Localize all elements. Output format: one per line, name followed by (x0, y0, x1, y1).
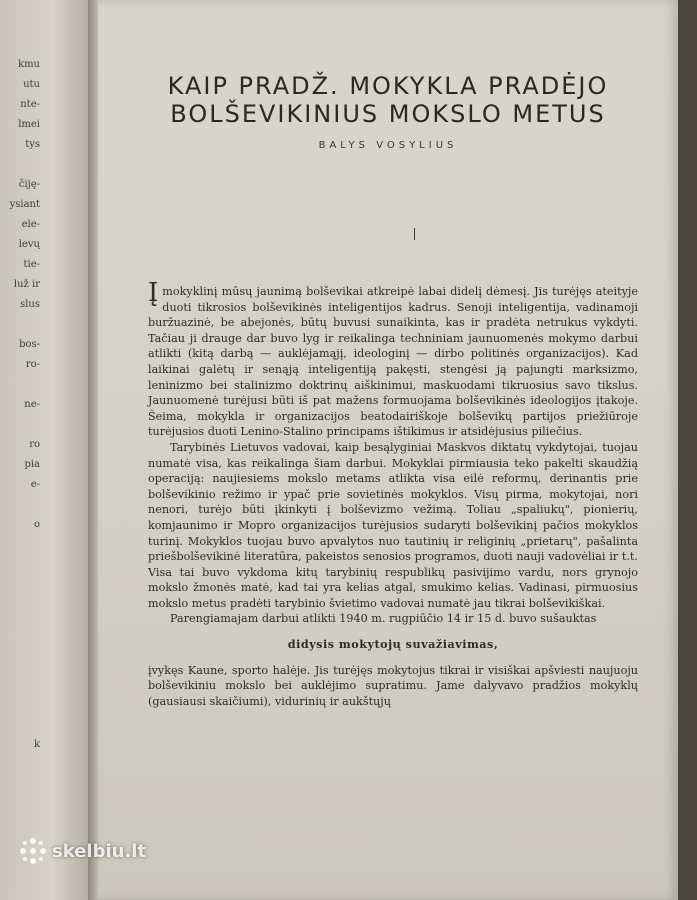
paragraph-3: Parengiamajam darbui atlikti 1940 m. rugpiūčio 14 ir 15 d. buvo sušauktas (170, 612, 597, 626)
left-margin-fragment (0, 595, 40, 615)
left-margin-fragment: o (33, 519, 40, 530)
left-margin-fragment: bos- (19, 339, 40, 350)
paragraph-1 (148, 278, 638, 440)
title-line-1: KAIP PRADŽ. MOKYKLA PRADĖJO (167, 72, 609, 100)
left-margin-fragment (0, 495, 40, 515)
left-margin-fragment (0, 755, 40, 775)
left-margin-fragment: utu (23, 79, 40, 90)
right-page (98, 0, 678, 900)
paragraph-1-text: mokyklinį mūsų jaunimą bolševikai atkreipė labai didelį dėmesį. Jis turėjęs ateityje duoti tikrosios bolševikinės inteligentijos kadrus. Senoji inteligentija, vadinamoji buržuazinė, be abejonės, būtų buvusi sunaikinta, kas ir pradėta netrukus vykdyti. Tačiau ji drauge dar buvo lyg ir reikalinga techniniam jaunuomenės mokymo darbui atlikti (kitą darbą — auklėjamąjį, ideologinį — dirbo politinės organizacijos). Kad laikinai galėtų ir senąją inteligentiją pakęsti, stengėsi ją pajungti marksizmo, leninizmo bei stalinizmo doktrinų aiškinimui, maskuodami tikruosius savo tikslus. Jaunuomenė turėjusi būti iš pat mažens formuojama bolševikinės ideologijos įtakoje. Šeima, mokykla ir organizacijos beatodairiškoje bolševikų partijos priežiūroje turėjusios duoti Lenino-Stalino principams ištikimus ir atsidėjusius piliečius. (148, 285, 638, 439)
left-margin-fragment: k (33, 739, 40, 750)
left-margin-fragment: tys (25, 139, 40, 150)
paragraph-4: įvykęs Kaune, sporto halėje. Jis turėjęs mokytojus tikrai ir visiškai apšviesti naujuoju bolševikiniu mokslo bei auklėjimo supratimu. Jame dalyvavo pradžios mokyklų (gausiausi skaičiumi), vidurinių ir aukštųjų (148, 663, 638, 708)
left-margin-fragment (0, 775, 40, 795)
left-page (0, 0, 88, 900)
skelbiu-logo-icon (20, 838, 46, 864)
left-margin-fragment (0, 615, 40, 635)
left-margin-fragment: ro (29, 439, 40, 450)
left-margin-fragment: nte- (20, 99, 40, 110)
left-margin-fragment (0, 315, 40, 335)
article-body (148, 278, 638, 709)
left-margin-fragment (0, 535, 40, 555)
left-margin-fragment: ele- (21, 219, 40, 230)
article-title (98, 72, 678, 128)
left-margin-fragment: tie- (23, 259, 40, 270)
section-subheading: didysis mokytojų suvažiavimas, (287, 637, 499, 652)
left-margin-fragment: lmei (18, 119, 40, 130)
left-margin-fragment: pia (24, 459, 40, 470)
left-margin-fragment (0, 575, 40, 595)
left-margin-fragment: kmu (18, 59, 40, 70)
left-margin-fragment (0, 795, 40, 815)
left-margin-fragment: slus (20, 299, 40, 310)
left-margin-fragment (0, 715, 40, 735)
article-author: BALYS VOSYLIUS (318, 140, 458, 151)
ornament-mark (414, 228, 415, 240)
left-margin-fragment: ne- (24, 399, 40, 410)
drop-cap: Į (148, 278, 159, 308)
left-margin-fragment (0, 555, 40, 575)
left-margin-fragment (0, 695, 40, 715)
left-margin-fragment (0, 655, 40, 675)
left-margin-fragment: ysiant (9, 199, 40, 210)
left-margin-fragment: e- (30, 479, 40, 490)
paragraph-2: Tarybinės Lietuvos vadovai, kaip besąlyginiai Maskvos diktatų vykdytojai, tuojau numatė visa, kas reikalinga šiam darbui. Mokyklai pirmiausia teko pakelti skaudžią operaciją: naujiesiems mokslo metams atlikta visa eilė reformų, derinantis prie bolševikinio režimo ir ypač prie sovietinės mokyklos. Visų pirma, mokytojai, nori nenori, turėjo būti įkinkyti į bolševizmo vežimą. Toliau „spaliukų", pionierių, komjaunimo ir Mopro organizacijos turėjusios sudaryti bolševikinį pačios mokyklos turinį. Mokyklos tuojau buvo apvalytos nuo tautinių ir religinių „prietarų", pašalinta priešbolševikinė literatūra, pakeistos senosios programos, duoti nauji vadovėliai ir t.t. Visa tai buvo vykdoma kitų tarybinių respublikų pasivijimo vardu, nors grynojo mokslo žmonės matė, kad tai yra kelias atgal, smukimo kelias. Vadinasi, pirmuosius mokslo metus pradėti tarybinio švietimo vadovai numatė jau tikrai bolševikiškai. (148, 440, 638, 610)
watermark (20, 838, 146, 864)
page-edge-shadow (678, 0, 697, 900)
left-margin-fragment: čiję- (18, 179, 40, 190)
left-margin-fragment (0, 415, 40, 435)
left-margin-fragment: ro- (25, 359, 40, 370)
title-line-2: BOLŠEVIKINIUS MOKSLO METUS (170, 100, 606, 128)
left-margin-fragment (0, 375, 40, 395)
left-margin-fragment (0, 675, 40, 695)
left-margin-fragment: luž ir (13, 279, 40, 290)
left-margin-text (0, 55, 40, 835)
left-margin-fragment (0, 155, 40, 175)
left-margin-fragment: levų (18, 239, 40, 250)
left-margin-fragment (0, 635, 40, 655)
left-margin-fragment (0, 815, 40, 835)
watermark-text: skelbiu.lt (52, 840, 147, 862)
